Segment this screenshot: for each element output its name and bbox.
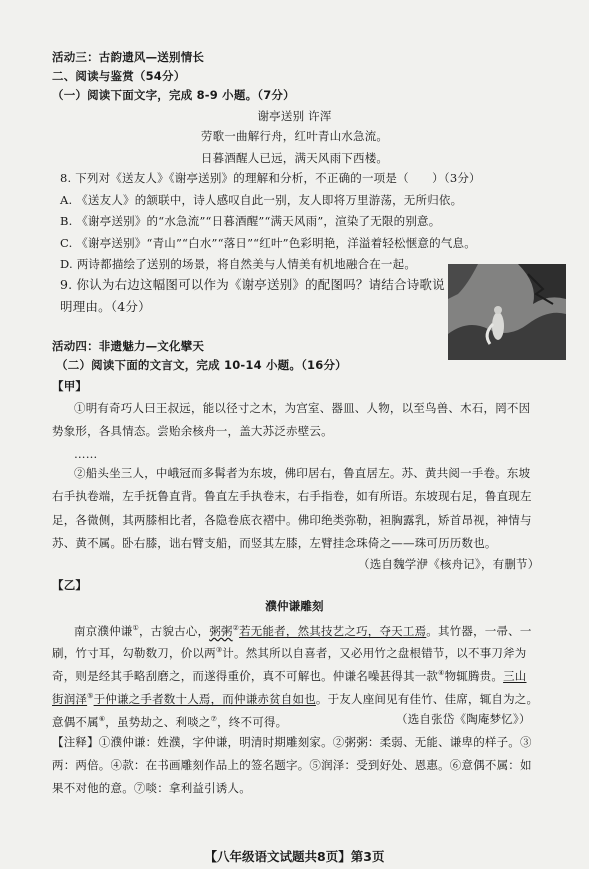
yi-line-1 bbox=[74, 620, 532, 639]
yi-label: 【乙】 bbox=[52, 578, 88, 592]
activity4-heading: 活动四：非遗魅力—文化擘天 bbox=[52, 339, 205, 353]
yi-text: 意偶不属 bbox=[52, 714, 99, 729]
jia-p2-line-1: ②船头坐三人，中峨冠而多髯者为东坡，佛印居右，鲁直居左。苏、黄共阅一手卷。东坡 bbox=[74, 466, 531, 480]
jia-source: （选自魏学洢《核舟记》，有删节） bbox=[358, 557, 540, 571]
yi-text: 奇，则是经其手略刮磨之，而遂得重价，真不可解也。仲谦名噪甚得其一款 bbox=[52, 668, 439, 683]
q8-option-d: D. 两诗都描绘了送别的场景，将自然美与人情美有机地融合在一起。 bbox=[60, 257, 417, 271]
yi-text-underlined: 于仲谦之手者数十人焉，而仲谦赤贫自如也 bbox=[93, 691, 316, 706]
part2-intro: （二）阅读下面的文言文，完成 10-14 小题。（16分） bbox=[56, 358, 347, 372]
yi-text-underlined: 三山 bbox=[503, 668, 527, 683]
q9-line-1: 9. 你认为右边这幅图可以作为《谢亭送别》的配图吗？请结合诗歌说 bbox=[60, 277, 445, 292]
jia-p1-line-1: ①明有奇巧人曰王叔远，能以径寸之木，为宫室、器皿、人物，以至鸟兽、木石，罔不因 bbox=[74, 401, 531, 415]
note-ref-6: ⑥ bbox=[98, 715, 106, 723]
yi-text: 。其竹器，一帚、一 bbox=[426, 623, 532, 638]
yi-text-wavy: 粥粥 bbox=[209, 623, 233, 638]
jia-p2-line-2: 右手执卷端，左手抚鲁直背。鲁直左手执卷末，右手指卷，如有所语。东坡现右足，鲁直现左 bbox=[52, 489, 532, 503]
yi-text-underlined: 街润泽 bbox=[52, 691, 88, 706]
section2-heading: 二、阅读与鉴赏（54分） bbox=[52, 69, 186, 83]
q9-line-2: 明理由。（4分） bbox=[60, 299, 151, 314]
yi-text: 计。然其所以自喜者，又必用竹之盘根错节，以不事刀斧为 bbox=[222, 645, 527, 660]
yi-line-3 bbox=[52, 665, 527, 684]
note-ref-3: ③ bbox=[215, 646, 223, 654]
note-ref-1: ① bbox=[132, 624, 139, 632]
yi-text: 。于友人座间见有佳竹、佳席，辄自为之。 bbox=[315, 691, 539, 706]
yi-text: 物辄腾贵。 bbox=[444, 668, 504, 683]
note-ref-5: ⑤ bbox=[87, 692, 94, 700]
yi-text: 南京濮仲谦 bbox=[74, 623, 133, 638]
note-ref-4: ④ bbox=[438, 669, 445, 677]
poem-line-2: 日暮酒醒人已远，满天风雨下西楼。 bbox=[200, 151, 389, 165]
q8-option-b: B. 《谢亭送别》的“水急流”“日暮酒醒”“满天风雨”，渲染了无限的别意。 bbox=[60, 214, 441, 228]
q8-stem: 8. 下列对《送友人》《谢亭送别》的理解和分析，不正确的一项是（ ）（3分） bbox=[60, 171, 481, 185]
poem-line-1: 劳歌一曲解行舟，红叶青山水急流。 bbox=[200, 129, 389, 143]
yi-line-4 bbox=[52, 688, 538, 707]
yi-text: 刷，竹寸耳，勾勒数刀，价以两 bbox=[52, 645, 216, 660]
jia-label: 【甲】 bbox=[52, 379, 88, 393]
q8-option-a: A. 《送友人》的颔联中，诗人感叹自此一别，友人即将万里游荡，无所归依。 bbox=[60, 193, 463, 207]
yi-text: ，终不可得。 bbox=[217, 714, 288, 729]
yi-text-underlined: 若无能者，然其技艺之巧，夺天工焉 bbox=[239, 623, 427, 638]
part1-intro: （一）阅读下面文字，完成 8-9 小题。（7分） bbox=[52, 88, 295, 102]
yi-source: （选自张岱《陶庵梦忆》） bbox=[396, 712, 531, 726]
activity3-heading: 活动三：古韵遗风—送别情长 bbox=[52, 50, 205, 64]
note-ref-7: ⑦ bbox=[210, 715, 218, 723]
yi-text: ，虽势劫之、利啖之 bbox=[105, 714, 211, 729]
yi-line-2 bbox=[52, 642, 527, 661]
jia-ellipsis: …… bbox=[74, 447, 98, 461]
yi-text: ，古貌古心， bbox=[138, 623, 210, 638]
landscape-painting bbox=[448, 264, 566, 360]
notes-line-3: 果不对他的意。⑦啖：拿利益引诱人。 bbox=[52, 781, 251, 795]
page-footer: 【八年级语文试题共8页】第3页 bbox=[204, 849, 385, 864]
jia-p2-line-3: 足，各微侧，其两膝相比者，各隐卷底衣褶中。佛印绝类弥勒，袒胸露乳，矫首昂视，神情与 bbox=[52, 513, 532, 527]
poem-title: 谢亭送别 许浑 bbox=[257, 109, 332, 123]
notes-line-1: 【注释】①濮仲谦：姓濮，字仲谦，明清时期雕刻家。②粥粥：柔弱、无能、谦卑的样子。③ bbox=[52, 735, 532, 749]
painting-art bbox=[448, 264, 566, 360]
jia-p2-line-4: 苏、黄不属。卧右膝，诎右臂支船，而竖其左膝，左臂挂念珠倚之——珠可历历数也。 bbox=[52, 536, 497, 550]
jia-p1-line-2: 势象形，各具情态。尝贻余核舟一，盖大苏泛赤壁云。 bbox=[52, 424, 333, 438]
yi-title: 濮仲谦雕刻 bbox=[265, 599, 324, 613]
notes-line-2: 两：两倍。④款：在书画雕刻作品上的签名题字。⑤润泽：受到好处、恩惠。⑥意偶不属：如 bbox=[52, 758, 532, 772]
note-ref-2: ② bbox=[232, 624, 240, 632]
q8-option-c: C. 《谢亭送别》“青山”“白水”“落日”“红叶”色彩明艳，洋溢着轻松惬意的气息。 bbox=[60, 236, 476, 250]
yi-line-5 bbox=[52, 711, 287, 730]
